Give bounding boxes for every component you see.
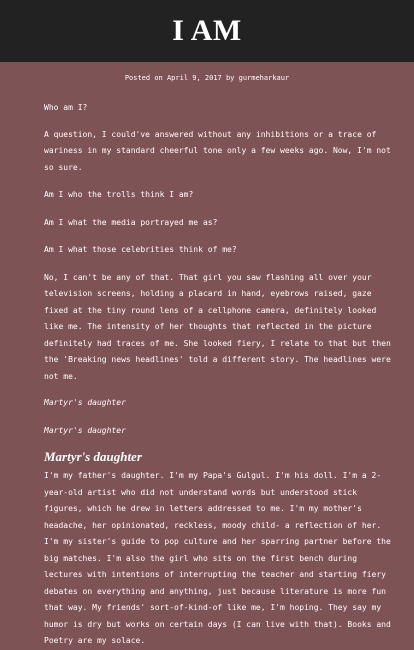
post-content <box>44 100 394 650</box>
paragraph-who-am-i: Who am I? <box>44 103 88 112</box>
paragraph-celebrities: Am I what those celebrities think of me? <box>44 245 237 254</box>
site-header <box>0 0 414 62</box>
paragraph-that-girl: No, I can't be any of that. That girl you saw flashing all over your television screens, holding a placard in hand, eyebrows raised, gaze fixed at the tiny round lens of a cellphone camera, definitely looked like me. The intensity of her thoughts that reflected in the picture definitely had traces of me. She looked fiery, I relate to that but then the 'Breaking news headlines' told a different story. The headlines were not me. <box>44 272 391 381</box>
section-heading: Martyr's daughter <box>44 449 142 464</box>
site-title[interactable]: I AM <box>172 14 242 47</box>
paragraph-media: Am I what the media portrayed me as? <box>44 217 218 227</box>
paragraph-question: A question, I could've answered without any inhibitions or a trace of wariness in my standard cheerful tone only a few weeks ago. Now, I'm not so sure. <box>44 129 391 172</box>
paragraph-fathers-daughter: I'm my father's daughter. I'm my Papa's Gulgul. I'm his doll. I'm a 2-year-old artist who did not understand words but understood stick figures, which he drew in letters addressed to me. I'm my mother's headache, her opinionated, reckless, moody child- a reflection of her. I'm my sister's guide to pop culture and her sparring partner before the big matches. I'm also the girl who sits on the first bench during lectures with intentions of interrupting the teacher and starting fiery debates on everything and anything, just because literature is more fun that way. My friends' sort-of-kind-of like me, I'm hoping. They say my humor is dry but works on certain days (I can live with that). Books and Poetry are my solace. <box>44 471 391 645</box>
post-article <box>0 74 414 650</box>
paragraph-martyrs-daughter-1: Martyr's daughter <box>44 398 126 407</box>
paragraph-martyrs-daughter-2: Martyr's daughter <box>44 425 126 435</box>
paragraph-trolls: Am I who the trolls think I am? <box>44 190 194 199</box>
post-meta: Posted on April 9, 2017 by gurmeharkaur <box>124 74 290 82</box>
